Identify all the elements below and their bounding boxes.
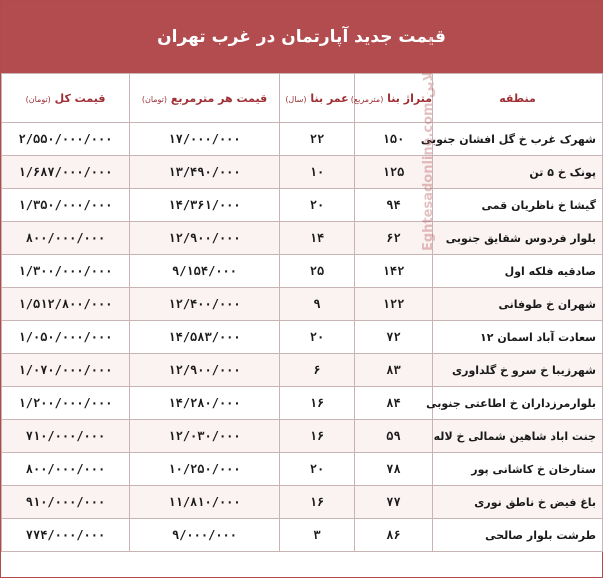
header-total-price: قیمت کل (تومان) — [2, 74, 130, 123]
cell-price-per-meter: ۱۲/۹۰۰/۰۰۰ — [130, 354, 280, 387]
cell-total-price: ۱/۳۵۰/۰۰۰/۰۰۰ — [2, 189, 130, 222]
cell-price-per-meter: ۱۲/۹۰۰/۰۰۰ — [130, 222, 280, 255]
header-price-per-meter: قیمت هر مترمربع (تومان) — [130, 74, 280, 123]
page-title: قیمت جدید آپارتمان در غرب تهران — [157, 27, 446, 47]
cell-area: ۷۲ — [355, 321, 433, 354]
price-table — [1, 73, 603, 552]
cell-region: طرشت بلوار صالحی — [433, 519, 603, 552]
cell-price-per-meter: ۱۲/۰۳۰/۰۰۰ — [130, 420, 280, 453]
table-row — [2, 453, 603, 486]
cell-age: ۱۶ — [280, 486, 355, 519]
cell-age: ۱۶ — [280, 420, 355, 453]
header-area-unit: (مترمربع) — [350, 94, 384, 104]
cell-total-price: ۷۷۴/۰۰۰/۰۰۰ — [2, 519, 130, 552]
cell-region: پونک خ ۵ تن — [433, 156, 603, 189]
table-row — [2, 255, 603, 288]
table-row — [2, 387, 603, 420]
header-age-unit: (سال) — [285, 94, 307, 104]
cell-region: شهران خ طوفانی — [433, 288, 603, 321]
header-ppm-unit: (تومان) — [141, 94, 168, 104]
cell-region: شهرک غرب خ گل افشان جنوبی — [433, 123, 603, 156]
cell-age: ۶ — [280, 354, 355, 387]
cell-age: ۱۴ — [280, 222, 355, 255]
watermark: Eghtesadonline.com اقتصاد آنلاین — [421, 14, 436, 251]
table-header — [2, 74, 603, 123]
header-area: متراژ بنا (مترمربع) — [355, 74, 433, 123]
cell-total-price: ۹۱۰/۰۰۰/۰۰۰ — [2, 486, 130, 519]
cell-price-per-meter: ۱۴/۵۸۳/۰۰۰ — [130, 321, 280, 354]
table-row — [2, 519, 603, 552]
table-row — [2, 123, 603, 156]
cell-area: ۵۹ — [355, 420, 433, 453]
table-body — [2, 123, 603, 552]
cell-price-per-meter: ۱۳/۴۹۰/۰۰۰ — [130, 156, 280, 189]
cell-price-per-meter: ۹/۰۰۰/۰۰۰ — [130, 519, 280, 552]
cell-total-price: ۱/۲۰۰/۰۰۰/۰۰۰ — [2, 387, 130, 420]
cell-area: ۱۲۵ — [355, 156, 433, 189]
cell-area: ۶۲ — [355, 222, 433, 255]
cell-age: ۱۰ — [280, 156, 355, 189]
cell-region: بلوار فردوس شقایق جنوبی — [433, 222, 603, 255]
cell-area: ۷۸ — [355, 453, 433, 486]
cell-area: ۸۶ — [355, 519, 433, 552]
cell-age: ۲۲ — [280, 123, 355, 156]
table-row — [2, 354, 603, 387]
cell-price-per-meter: ۱۴/۳۶۱/۰۰۰ — [130, 189, 280, 222]
cell-price-per-meter: ۱۰/۲۵۰/۰۰۰ — [130, 453, 280, 486]
cell-total-price: ۸۰۰/۰۰۰/۰۰۰ — [2, 453, 130, 486]
cell-age: ۲۰ — [280, 321, 355, 354]
header-age: عمر بنا (سال) — [280, 74, 355, 123]
cell-area: ۸۴ — [355, 387, 433, 420]
cell-price-per-meter: ۱۱/۸۱۰/۰۰۰ — [130, 486, 280, 519]
cell-age: ۹ — [280, 288, 355, 321]
table-row — [2, 288, 603, 321]
cell-region: صادقیه فلکه اول — [433, 255, 603, 288]
cell-age: ۲۰ — [280, 189, 355, 222]
cell-total-price: ۱/۵۱۲/۸۰۰/۰۰۰ — [2, 288, 130, 321]
cell-region: ستارخان خ کاشانی پور — [433, 453, 603, 486]
cell-age: ۲۵ — [280, 255, 355, 288]
cell-area: ۱۴۲ — [355, 255, 433, 288]
cell-region: شهرزیبا خ سرو خ گلداوری — [433, 354, 603, 387]
cell-region: گیشا خ ناظریان قمی — [433, 189, 603, 222]
table-row — [2, 189, 603, 222]
cell-total-price: ۱/۶۸۷/۰۰۰/۰۰۰ — [2, 156, 130, 189]
cell-area: ۸۳ — [355, 354, 433, 387]
table-row — [2, 321, 603, 354]
cell-price-per-meter: ۱۷/۰۰۰/۰۰۰ — [130, 123, 280, 156]
cell-area: ۱۵۰ — [355, 123, 433, 156]
title-banner — [1, 1, 602, 73]
table-row — [2, 222, 603, 255]
cell-region: بلوارمرزداران خ اطاعتی جنوبی — [433, 387, 603, 420]
cell-area: ۱۲۲ — [355, 288, 433, 321]
cell-region: باغ فیض خ ناطق نوری — [433, 486, 603, 519]
table-row — [2, 156, 603, 189]
cell-total-price: ۲/۵۵۰/۰۰۰/۰۰۰ — [2, 123, 130, 156]
cell-area: ۹۴ — [355, 189, 433, 222]
cell-region: جنت اباد شاهین شمالی خ لاله — [433, 420, 603, 453]
cell-price-per-meter: ۱۲/۴۰۰/۰۰۰ — [130, 288, 280, 321]
table-row — [2, 486, 603, 519]
cell-total-price: ۸۰۰/۰۰۰/۰۰۰ — [2, 222, 130, 255]
cell-region: سعادت آباد اسمان ۱۲ — [433, 321, 603, 354]
cell-area: ۷۷ — [355, 486, 433, 519]
cell-total-price: ۷۱۰/۰۰۰/۰۰۰ — [2, 420, 130, 453]
cell-total-price: ۱/۳۰۰/۰۰۰/۰۰۰ — [2, 255, 130, 288]
header-total-unit: (تومان) — [25, 94, 51, 104]
cell-age: ۱۶ — [280, 387, 355, 420]
cell-age: ۳ — [280, 519, 355, 552]
cell-age: ۲۰ — [280, 453, 355, 486]
cell-total-price: ۱/۰۷۰/۰۰۰/۰۰۰ — [2, 354, 130, 387]
cell-total-price: ۱/۰۵۰/۰۰۰/۰۰۰ — [2, 321, 130, 354]
table-row — [2, 420, 603, 453]
cell-price-per-meter: ۱۴/۲۸۰/۰۰۰ — [130, 387, 280, 420]
cell-price-per-meter: ۹/۱۵۴/۰۰۰ — [130, 255, 280, 288]
header-region: منطقه — [433, 74, 603, 123]
